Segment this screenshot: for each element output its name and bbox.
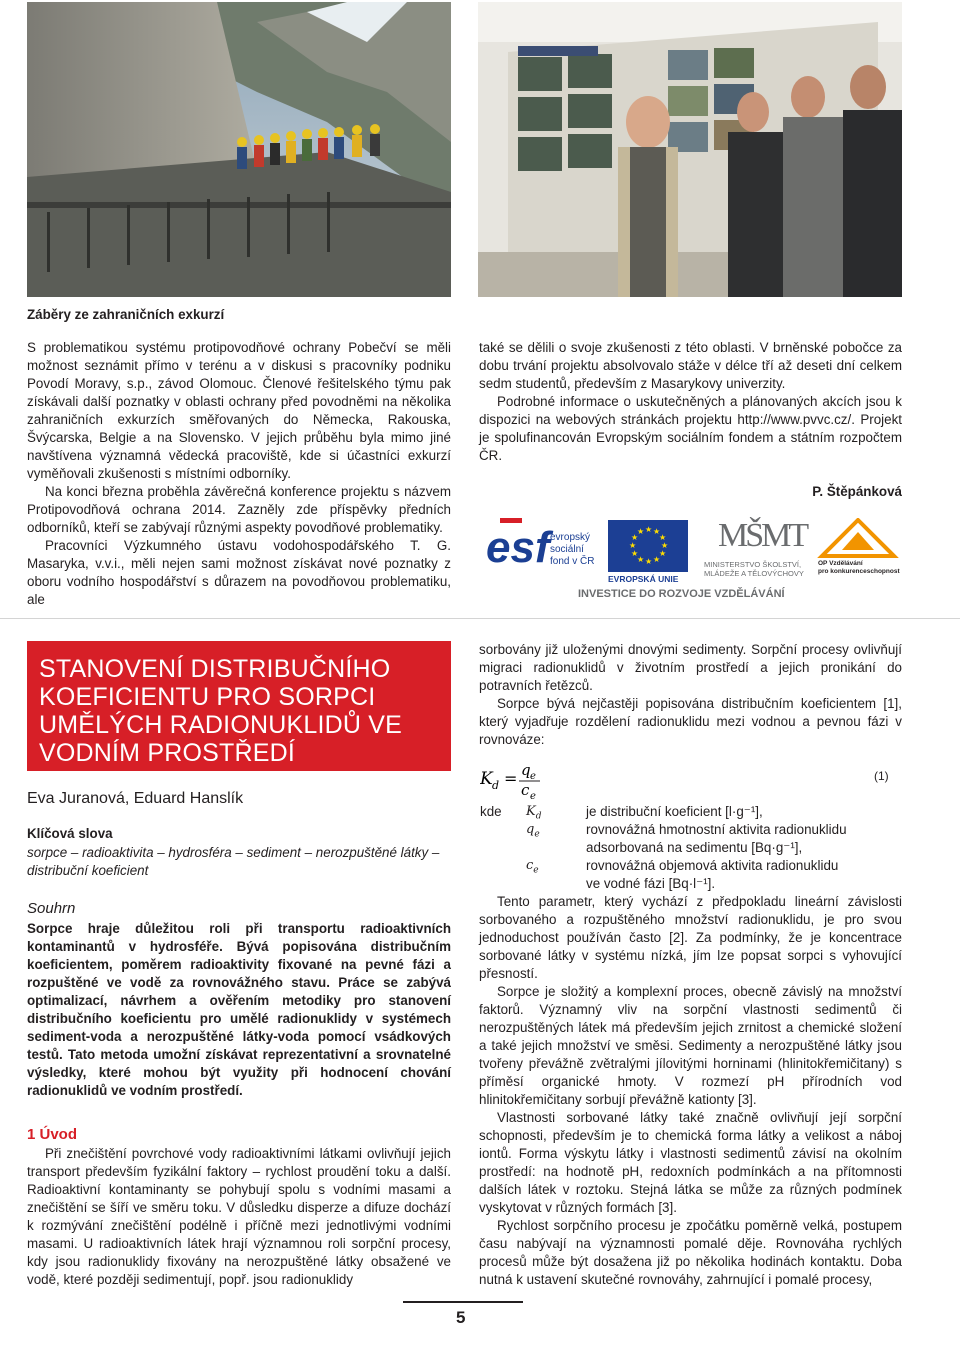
def-kde: kde bbox=[480, 804, 502, 819]
svg-text:★: ★ bbox=[659, 533, 667, 542]
svg-text:★: ★ bbox=[637, 555, 645, 564]
exkurze-text-right bbox=[479, 339, 902, 465]
msmt-mark: MŠMT bbox=[718, 517, 807, 554]
dam-excursion-photo bbox=[27, 2, 451, 297]
op-vk-mark bbox=[812, 518, 904, 558]
definition-row bbox=[480, 875, 900, 893]
def-subscript: e bbox=[534, 829, 540, 840]
def-text: adsorbovaná na sedimentu [Bq·g⁻¹], bbox=[586, 840, 803, 855]
svg-text:★: ★ bbox=[645, 525, 653, 534]
eu-flag bbox=[608, 520, 688, 572]
section-heading: 1 Úvod bbox=[27, 1126, 78, 1143]
right-column-bottom bbox=[479, 893, 902, 1289]
msmt-label-2: MLÁDEŽE A TĚLOVÝCHOVY bbox=[704, 569, 804, 578]
definition-row bbox=[480, 839, 900, 857]
invest-slogan: INVESTICE DO ROZVOJE VZDĚLÁVÁNÍ bbox=[578, 588, 785, 600]
svg-text:★: ★ bbox=[629, 541, 637, 550]
svg-text:★: ★ bbox=[659, 549, 667, 558]
definition-row bbox=[480, 803, 900, 821]
eu-label: EVROPSKÁ UNIE bbox=[608, 574, 679, 584]
paragraph: Sorpce je složitý a komplexní proces, obecně závislý na množství faktorů. Významný vliv na sorpční vlastnosti sedimentů či nerozpuštěných látek má především jejich zrnitost a chemické složení a také jejich množství ve směsi. Sedimenty a nerozpuštěné látky jsou tvořeny převážně zvětralými jílovitými horninami (hlinitokřemičitany) s příměsí organické hmoty. V rozmezí pH přírodních vod hlinitokřemičitany sorbují převážně kationty [3]. bbox=[479, 984, 902, 1107]
paragraph: Na konci března proběhla závěrečná konference projektu s názvem Protipovodňová ochrana 2014. Zazněly zde příspěvky předních odborníků, kteří se zabývají různými aspekty povodňové problematiky. bbox=[27, 484, 451, 535]
def-text: rovnovážná hmotnostní aktivita radionuklidu bbox=[586, 822, 847, 837]
intro-text bbox=[27, 1145, 451, 1289]
summary-heading: Souhrn bbox=[27, 900, 76, 917]
svg-text:★: ★ bbox=[645, 557, 653, 566]
signature: P. Štěpánková bbox=[812, 484, 902, 499]
op-label-1: OP Vzdělávání bbox=[818, 560, 863, 567]
def-subscript: e bbox=[533, 865, 539, 876]
svg-text:★: ★ bbox=[653, 555, 661, 564]
def-symbol: c bbox=[526, 858, 534, 873]
def-text: rovnovážná objemová aktivita radionuklidu bbox=[586, 858, 839, 873]
keywords-heading: Klíčová slova bbox=[27, 826, 113, 841]
def-text: ve vodné fázi [Bq·l⁻¹]. bbox=[586, 876, 716, 891]
svg-text:c: c bbox=[521, 781, 530, 799]
page-number-rule bbox=[403, 1301, 523, 1303]
msmt-logo bbox=[696, 516, 806, 584]
summary: Sorpce hraje důležitou roli při transportu radioaktivních kontaminantů v hydrosféře. Bývá popisována distribučním koeficientem, poměrem radioaktivity fixované na pevné fázi a rozpuštěné ve vodě za rovnovážného stavu. Práce se zabývá optimalizací, návrhem a ověřením metodiky pro stanovení distribučního koeficientu pro umělé radionuklidy v systémech sediment-voda a nerozpuštěné látky-voda pomocí vsádkových testů. Tato metoda umožní získávat reprezentativní a srovnatelné výsledky, které mohou být využity při hodnocení chování radionuklidů ve vodním prostředí. bbox=[27, 921, 451, 1098]
op-label-2: pro konkurenceschopnost bbox=[818, 568, 900, 575]
svg-text:d: d bbox=[492, 779, 500, 792]
keywords: sorpce – radioaktivita – hydrosféra – sediment – nerozpuštěné látky – distribuční koeficient bbox=[27, 845, 440, 878]
def-subscript: d bbox=[535, 811, 542, 822]
definition-row bbox=[480, 821, 900, 839]
svg-text:e: e bbox=[530, 791, 536, 802]
authors: Eva Juranová, Eduard Hanslík bbox=[27, 790, 244, 807]
svg-text:★: ★ bbox=[631, 533, 639, 542]
op-vk-logo bbox=[812, 518, 904, 584]
paragraph: Vlastnosti sorbované látky také značně ovlivňují její sorpční schopnosti, především je to chemická forma látky a velikost a náboj iontů. Forma výskytu látky i vlastnosti sedimentů závisí na okolním prostředí: na hodnotě pH, redoxních podmínkách a na přítomnosti dalších látek v roztoku. Stejná látka se může za různých podmínek vyskytovat v různých formách [3]. bbox=[479, 1110, 902, 1215]
exkurze-text-left bbox=[27, 339, 451, 609]
funding-logos bbox=[486, 516, 904, 606]
svg-text:★: ★ bbox=[631, 549, 639, 558]
svg-text:★: ★ bbox=[661, 541, 669, 550]
msmt-label-1: MINISTERSTVO ŠKOLSTVÍ, bbox=[704, 560, 802, 569]
paragraph: také se dělili o svoje zkušenosti z této oblasti. V brněnské pobočce za dobu trvání projektu absolvovalo stáže v délce tří až deseti dní celkem sedm studentů, především z Masarykovy univerzity. bbox=[479, 340, 902, 391]
esf-label-1: evropský bbox=[550, 532, 591, 543]
svg-text:e: e bbox=[530, 771, 536, 782]
article-title: STANOVENÍ DISTRIBUČNÍHO KOEFICIENTU PRO SORPCI UMĚLÝCH RADIONUKLIDŮ VE VODNÍM PROSTŘEDÍ bbox=[27, 641, 451, 771]
equation-number: (1) bbox=[874, 769, 889, 783]
esf-red-bar bbox=[500, 518, 522, 523]
svg-text:K: K bbox=[480, 769, 493, 789]
exhibition-photo bbox=[478, 2, 902, 297]
paragraph: Sorpce bývá nejčastěji popisována distribučním koeficientem [1], který vyjadřuje rozdělení radionuklidu mezi vodnou a pevnou fázi v rovnováze: bbox=[479, 696, 902, 747]
page-number: 5 bbox=[456, 1308, 466, 1327]
section-divider bbox=[0, 618, 960, 619]
definition-row bbox=[480, 857, 900, 875]
photo-caption: Záběry ze zahraničních exkurzí bbox=[27, 307, 225, 322]
svg-text:q: q bbox=[521, 762, 531, 779]
svg-text:★: ★ bbox=[637, 527, 645, 536]
esf-logo bbox=[486, 516, 604, 584]
svg-text:★: ★ bbox=[653, 527, 661, 536]
right-column-top bbox=[479, 641, 902, 749]
paragraph: Rychlost sorpčního procesu je zpočátku poměrně velká, postupem času nabývají na významnosti pomalé děje. Rovnováha rychlých procesů může být dosažena již po několika hodinách kontaktu. Doba nutná k ustavení skutečné rovnováhy, zahrnující i pomalé procesy, bbox=[479, 1218, 902, 1287]
def-text: je distribuční koeficient [l·g⁻¹], bbox=[586, 804, 763, 819]
def-symbol: K bbox=[526, 804, 536, 819]
paragraph: Pracovníci Výzkumného ústavu vodohospodářského T. G. Masaryka, v.v.i., měli nejen sami možnost získávat nové poznatky z oboru vodního hospodářství s důrazem na povodňovou problematiku, ale bbox=[27, 538, 451, 607]
paragraph: Podrobné informace o uskutečněných a plánovaných akcích jsou k dispozici na webových stránkách projektu http://www.pvvc.cz/. Projekt je spolufinancován Evropským sociálním fondem a státním rozpočtem ČR. bbox=[479, 394, 902, 463]
paragraph: Při znečištění povrchové vody radioaktivními látkami ovlivňují jejich transport především fyzikální faktory – rychlost proudění toku a další. Radioaktivní kontaminanty se pohybují spolu s vodními masami a znečištění se šíří ve směru toku. V důsledku disperze a difuze dochází k rozmývání znečištění podélně i příčně mezi jednotlivými vodními masami. U radioaktivních látek hrají významnou roli sorpční procesy, kdy jsou radionuklidy fixovány na nerozpuštěné látky obsažené ve vodě, které později sedimentují, popř. jsou radionuklidy bbox=[27, 1146, 451, 1287]
esf-mark: esf bbox=[486, 523, 550, 572]
paragraph: sorbovány již uloženými dnovými sedimenty. Sorpční procesy ovlivňují migraci radionuklidů v životním prostředí a jejich pronikání do potravních řetězců. bbox=[479, 642, 902, 693]
def-symbol: q bbox=[526, 822, 535, 837]
paragraph: Tento parametr, který vychází z předpokladu lineární závislosti sorbovaného a rozpuštěného množství radionuklidu, je pro svou jednoduchost používán často [2]. Za podmínky, že je koncentrace sorbované látky v systému nízká, jím lze popsat sorpci s vyhovující přesností. bbox=[479, 894, 902, 981]
eu-logo bbox=[608, 520, 688, 584]
esf-label-2: sociální bbox=[550, 544, 584, 555]
esf-label-3: fond v ČR bbox=[550, 556, 595, 567]
paragraph: S problematikou systému protipovodňové ochrany Pobečví se měli možnost seznámit přímo v terénu a v diskusi s pracovníky podniku Povodí Moravy, s.p., závod Olomouc. Členové řešitelského týmu pak získávali další poznatky v oblasti ochrany před povodněmi na několika zahraničních exkurzích směřovaných do Německa, Rakouska, Švýcarska, Belgie a na Slovensko. V jejich průběhu byla mimo jiné navštívena významná vědecká pracoviště, kde si účastníci exkurzí vyměňovali zkušenosti s místními odborníky. bbox=[27, 340, 451, 481]
svg-text:=: = bbox=[504, 769, 518, 788]
symbol-definitions bbox=[480, 803, 900, 893]
equation-kd bbox=[480, 762, 900, 802]
